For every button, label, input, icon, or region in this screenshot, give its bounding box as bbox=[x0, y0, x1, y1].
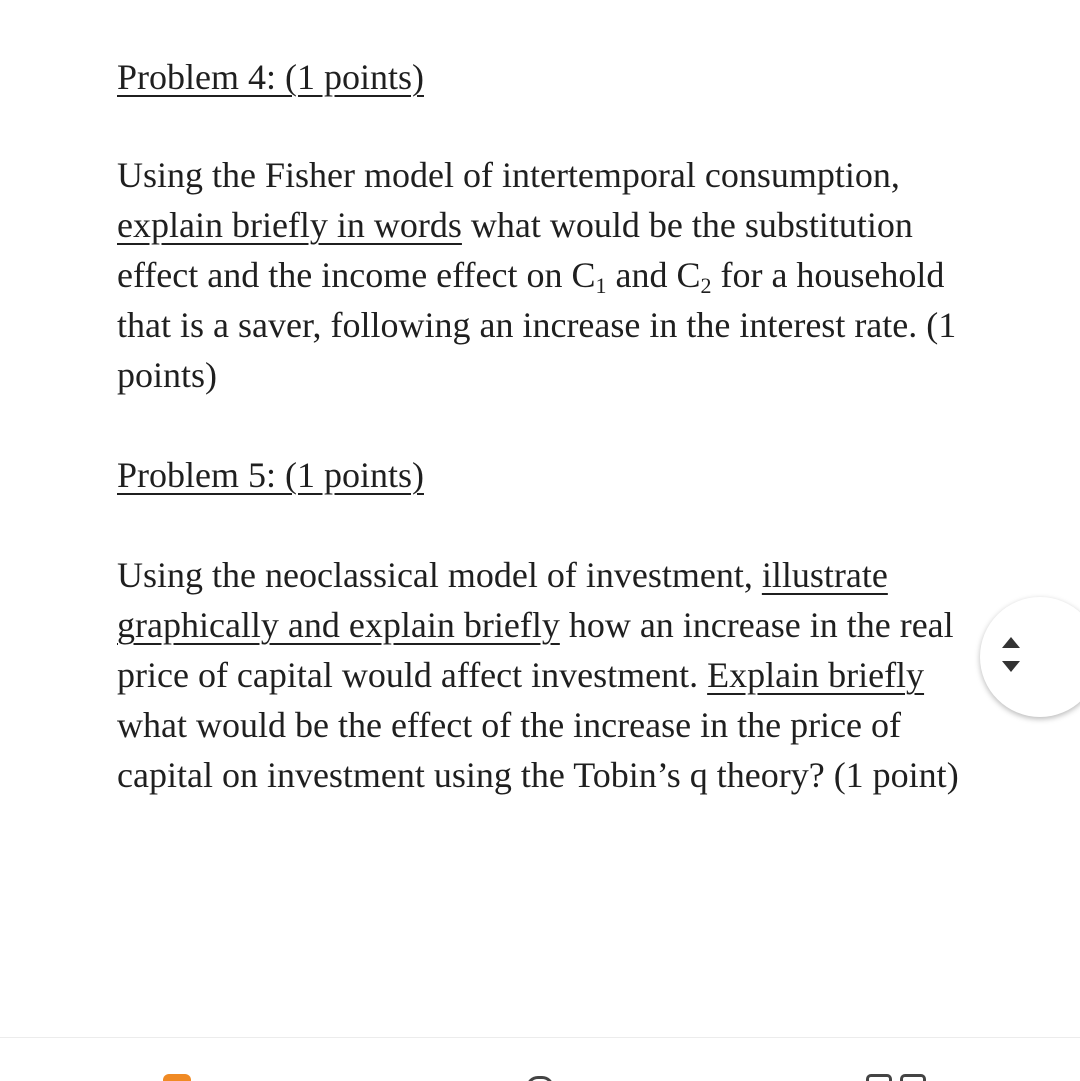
caret-down-icon[interactable] bbox=[1002, 661, 1020, 672]
tab-box-icon bbox=[900, 1074, 926, 1081]
caret-up-icon[interactable] bbox=[1002, 637, 1020, 648]
subscript-1: 1 bbox=[595, 273, 607, 298]
tabs-icon[interactable] bbox=[866, 1074, 932, 1081]
problem-5-underlined-1: illustrate graphically and explain briefly bbox=[117, 555, 888, 645]
problem-4-heading: Problem 4: (1 points) bbox=[117, 57, 424, 97]
problem-5-body bbox=[117, 550, 977, 800]
pen-icon[interactable] bbox=[526, 1076, 554, 1081]
problem-4-text-3: and C bbox=[606, 255, 701, 295]
problem-5-text-3: what would be the effect of the increase in the price of capital on investment using the Tobin’s q theory? (1 point) bbox=[117, 705, 959, 795]
problem-4-text-2: what would be the substitution effect and the income effect on C bbox=[117, 205, 913, 295]
problem-4-text-4: for a household that is a saver, following an increase in the interest rate. (1 points) bbox=[117, 255, 957, 395]
home-icon[interactable] bbox=[163, 1074, 191, 1081]
page-scroll-control[interactable] bbox=[980, 597, 1080, 717]
problem-5-heading: Problem 5: (1 points) bbox=[117, 455, 424, 495]
problem-5-text-2: how an increase in the real price of capital would affect investment. bbox=[117, 605, 954, 695]
problem-4-underlined-1: explain briefly in words bbox=[117, 205, 462, 245]
problem-5-text-1: Using the neoclassical model of investment, bbox=[117, 555, 762, 595]
tab-box-icon bbox=[866, 1074, 892, 1081]
problem-4-body bbox=[117, 150, 977, 400]
problem-5-underlined-2: Explain briefly bbox=[707, 655, 925, 695]
subscript-2: 2 bbox=[700, 273, 712, 298]
problem-4-text-1: Using the Fisher model of intertemporal consumption, bbox=[117, 155, 900, 195]
bottom-navigation-bar bbox=[0, 1037, 1080, 1081]
document-content bbox=[117, 52, 977, 800]
